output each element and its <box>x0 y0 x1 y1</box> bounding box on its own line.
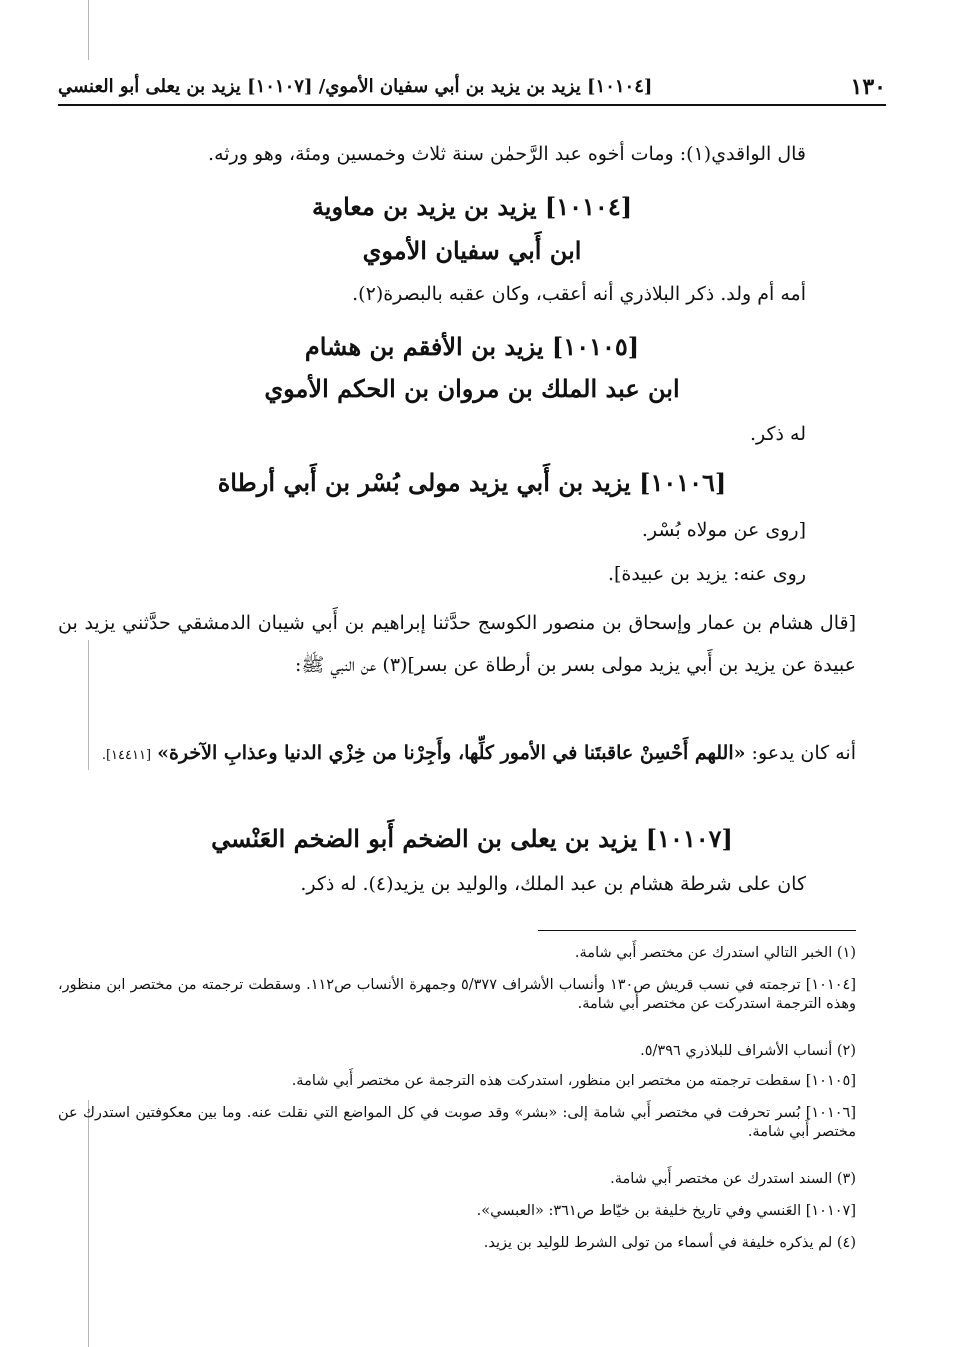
entry-title: ابن أَبي سفيان الأموي <box>362 236 582 265</box>
paragraph: قال الواقدي(١): ومات أخوه عبد الرَّحمٰن سنة ثلاث وخمسين ومئة، وهو ورثه. <box>208 143 806 165</box>
footnote: [١٠١٠٤] ترجمته في نسب قريش ص١٣٠ وأنساب الأشراف ٥/٣٧٧ وجمهرة الأنساب ص١١٢. وسقطت ترجمته من مختصر ابن منظور، وهذه الترجمة استدركت عن مختصر أَبي شامة. <box>58 977 857 1012</box>
isnad-paragraph: [قال هشام بن عمار وإسحاق بن منصور الكوسج حدَّثنا إبراهيم بن أَبي شيبان الدمشقي حدَّثني يزيد بن عبيدة عن يزيد بن أَبي يزيد مولى بسر بن أرطاة عن بسر](٣) عن النبي ﷺ: <box>58 612 856 676</box>
paragraph: [روى عن مولاه بُسْر. <box>641 519 806 541</box>
hadith-reference: [١٤٤١١]. <box>101 748 152 763</box>
header-rule <box>58 104 886 106</box>
footnote: [١٠١٠٦] بُسر تحرفت في مختصر أَبي شامة إلى: «بشر» وقد صوبت في كل المواضع التي نقلت عنه. وما بين معكوفتين استدرك عن مختصر أَبي شامة. <box>58 1105 856 1140</box>
footnote: (٤) لم يذكره خليفة في أسماء من تولى الشرط للوليد بن يزيد. <box>483 1235 856 1251</box>
paragraph: روى عنه: يزيد بن عبيدة]. <box>607 563 806 585</box>
entry-title: [١٠١٠٤] يزيد بن يزيد بن معاوية <box>311 192 633 221</box>
paragraph: أمه أم ولد. ذكر البلاذري أنه أعقب، وكان عقبه بالبصرة(٢). <box>352 283 806 305</box>
running-title: [١٠١٠٤] يزيد بن يزيد بن أبي سفيان الأموي/ [١٠١٠٧] يزيد بن يعلى أبو العنسي <box>58 76 653 97</box>
entry-title: [١٠١٠٥] يزيد بن الأفقم بن هشام <box>304 332 640 361</box>
entry-title: [١٠١٠٦] يزيد بن أَبي يزيد مولى بُسْر بن أَبي أرطاة <box>217 468 727 497</box>
page-number: ١٣٠ <box>850 74 886 100</box>
page-header <box>58 70 886 104</box>
footnote: (٢) أنساب الأشراف للبلاذري ٥/٣٩٦. <box>640 1043 856 1059</box>
footnote: [١٠١٠٥] سقطت ترجمته من مختصر ابن منظور، استدركت هذه الترجمة عن مختصر أَبي شامة. <box>291 1073 856 1089</box>
hadith-text: «اللهم أَحْسِنْ عاقبتَنا في الأمور كلِّها، وأَجِرْنا من خِزْي الدنيا وعذابِ الآخرة» <box>157 742 746 764</box>
hadith-paragraph <box>58 732 856 777</box>
entry-title: ابن عبد الملك بن مروان بن الحكم الأموي <box>264 374 680 403</box>
paragraph: له ذكر. <box>749 423 806 445</box>
footnote: (١) الخبر التالي استدرك عن مختصر أَبي شامة. <box>574 945 856 961</box>
hadith-intro: أنه كان يدعو: <box>745 742 856 764</box>
entry-title: [١٠١٠٧] يزيد بن يعلى بن الضخم أَبو الضخم العَنْسي <box>211 824 733 853</box>
footnote-rule <box>538 930 856 931</box>
scan-margin-line <box>88 0 89 60</box>
paragraph: كان على شرطة هشام بن عبد الملك، والوليد بن يزيد(٤). له ذكر. <box>300 873 806 895</box>
footnote: (٣) السند استدرك عن مختصر أَبي شامة. <box>610 1171 856 1187</box>
footnote: [١٠١٠٧] العَنسي وفي تاريخ خليفة بن خيّاط ص٣٦١: «العبسي». <box>476 1203 856 1219</box>
